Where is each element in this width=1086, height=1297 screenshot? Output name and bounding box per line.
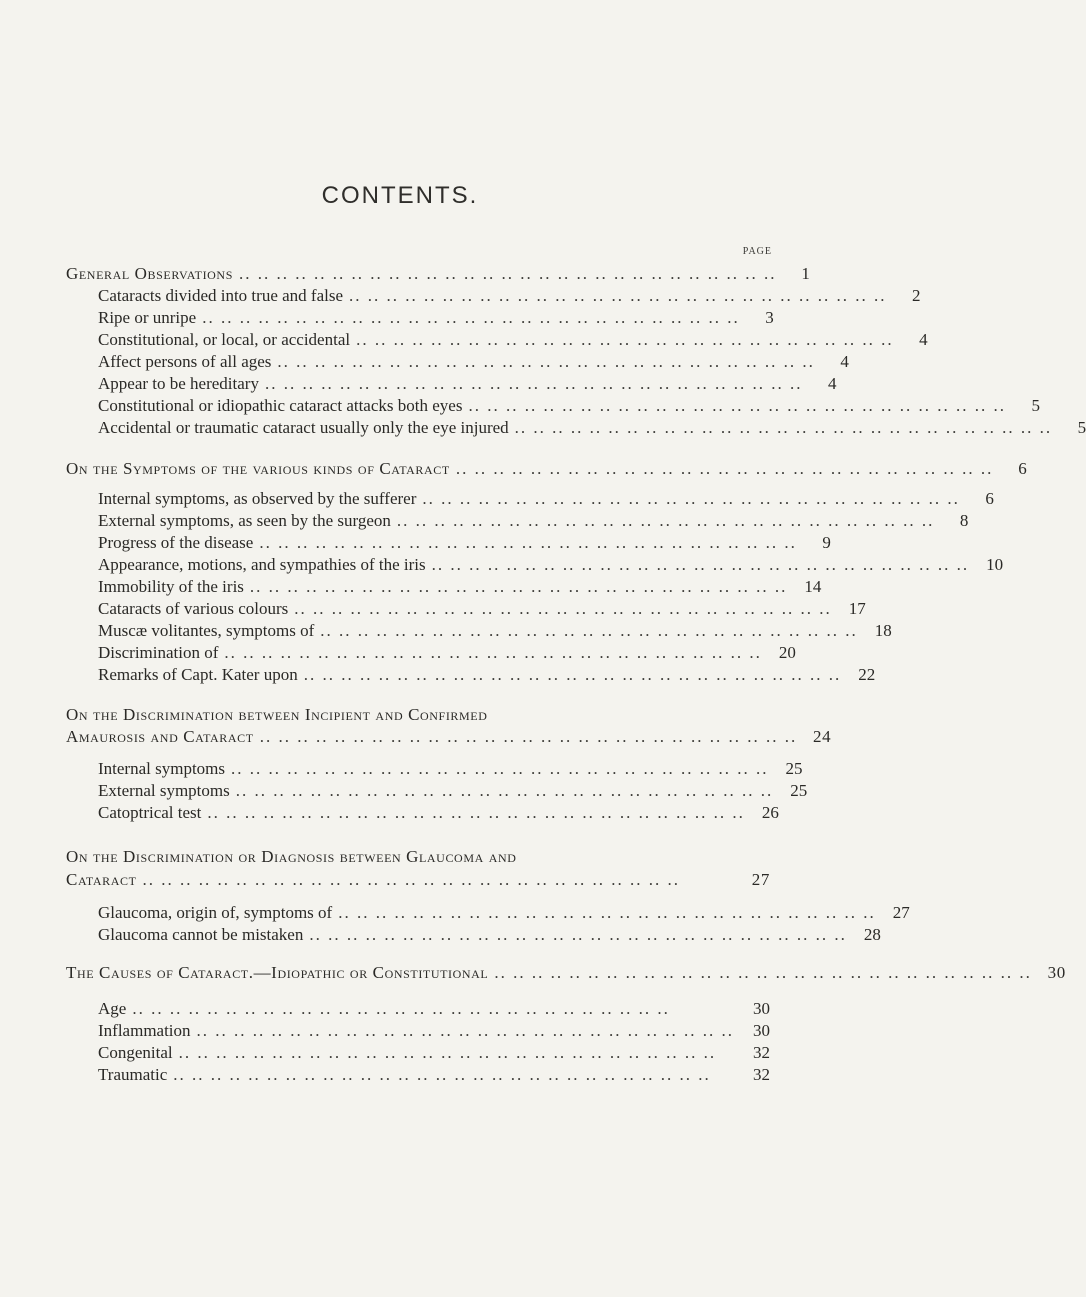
section-heading-text: On the Symptoms of the various kinds of Cataract xyxy=(66,459,450,478)
toc-entry xyxy=(98,998,770,1020)
entry-text: External symptoms, as seen by the surgeon xyxy=(98,511,391,530)
entry-text: Discrimination of xyxy=(98,643,219,662)
dot-leader: .. .. .. .. .. .. .. .. .. .. .. .. .. .. .. .. .. .. .. .. .. .. .. .. .. .. .. .. .. xyxy=(264,374,803,393)
toc-section-heading xyxy=(66,458,1028,480)
toc-entry xyxy=(98,373,837,395)
page-number: 10 xyxy=(986,555,1004,574)
page-number: 20 xyxy=(778,643,796,662)
page-number: 32 xyxy=(753,1065,770,1084)
entry-text: Catoptrical test xyxy=(98,803,202,822)
toc-entry xyxy=(98,802,779,824)
dot-leader: .. .. .. .. .. .. .. .. .. .. .. .. .. .. .. .. .. .. .. .. .. .. .. .. .. .. .. .. .. xyxy=(514,418,1053,437)
dot-leader: .. .. .. .. .. .. .. .. .. .. .. .. .. .. .. .. .. .. .. .. .. .. .. .. .. .. .. .. .. xyxy=(431,555,970,574)
toc-entry xyxy=(98,1042,770,1064)
dot-leader: .. .. .. .. .. .. .. .. .. .. .. .. .. .. .. .. .. .. .. .. .. .. .. .. .. .. .. .. .. xyxy=(238,264,777,283)
section-heading-line: On the Discrimination between Incipient and Confirmed xyxy=(66,705,488,724)
dot-leader: .. .. .. .. .. .. .. .. .. .. .. .. .. .. .. .. .. .. .. .. .. .. .. .. .. .. .. .. .. xyxy=(455,459,994,478)
page-number: 2 xyxy=(912,286,921,305)
toc-entry xyxy=(98,1064,770,1086)
entry-text: Immobility of the iris xyxy=(98,577,244,596)
page-number: 1 xyxy=(801,264,811,283)
page-number: 32 xyxy=(753,1043,770,1062)
page-number: 17 xyxy=(848,599,866,618)
entry-text: Accidental or traumatic cataract usually only the eye injured xyxy=(98,418,509,437)
entry-text: Progress of the disease xyxy=(98,533,254,552)
dot-leader: .. .. .. .. .. .. .. .. .. .. .. .. .. .. .. .. .. .. .. .. .. .. .. .. .. .. .. .. .. xyxy=(338,903,876,922)
page-number: 6 xyxy=(985,489,994,508)
page-number: 24 xyxy=(813,727,832,746)
dot-leader: .. .. .. .. .. .. .. .. .. .. .. .. .. .. .. .. .. .. .. .. .. .. .. .. .. .. .. .. .. xyxy=(468,396,1006,415)
dot-leader: .. .. .. .. .. .. .. .. .. .. .. .. .. .. .. .. .. .. .. .. .. .. .. .. .. .. .. .. .. xyxy=(231,759,769,778)
page-title: CONTENTS. xyxy=(321,182,479,209)
page-number: 8 xyxy=(959,511,969,530)
section-heading-text: General Observations xyxy=(66,264,233,283)
entry-text: Inflammation xyxy=(98,1021,191,1040)
page-number: 30 xyxy=(753,1021,770,1040)
entry-text: Remarks of Capt. Kater upon xyxy=(98,665,298,684)
page-number: 6 xyxy=(1018,459,1028,478)
entry-text: Traumatic xyxy=(98,1065,168,1084)
page-number: 25 xyxy=(790,781,808,800)
entry-text: External symptoms xyxy=(98,781,230,800)
entry-text: Constitutional, or local, or accidental xyxy=(98,330,351,349)
entry-text: Age xyxy=(98,999,127,1018)
entry-text: Appear to be hereditary xyxy=(98,374,259,393)
dot-leader: .. .. .. .. .. .. .. .. .. .. .. .. .. .. .. .. .. .. .. .. .. .. .. .. .. .. .. .. .. xyxy=(132,999,670,1018)
entry-text: Cataracts divided into true and false xyxy=(98,286,343,305)
dot-leader: .. .. .. .. .. .. .. .. .. .. .. .. .. .. .. .. .. .. .. .. .. .. .. .. .. .. .. .. .. xyxy=(277,352,815,371)
entry-text: Muscæ volitantes, symptoms of xyxy=(98,621,315,640)
dot-leader: .. .. .. .. .. .. .. .. .. .. .. .. .. .. .. .. .. .. .. .. .. .. .. .. .. .. .. .. .. xyxy=(196,1021,735,1040)
page-number: 26 xyxy=(761,803,779,822)
dot-leader: .. .. .. .. .. .. .. .. .. .. .. .. .. .. .. .. .. .. .. .. .. .. .. .. .. .. .. .. .. xyxy=(259,727,798,746)
page-number: 28 xyxy=(863,925,881,944)
page-number: 18 xyxy=(874,621,892,640)
toc-entry xyxy=(98,417,1086,439)
toc-entry xyxy=(98,758,803,780)
dot-leader: .. .. .. .. .. .. .. .. .. .. .. .. .. .. .. .. .. .. .. .. .. .. .. .. .. .. .. .. .. xyxy=(320,621,858,640)
toc-section-heading xyxy=(66,869,770,891)
toc-section-heading xyxy=(66,263,811,285)
entry-text: Cataracts of various colours xyxy=(98,599,289,618)
dot-leader: .. .. .. .. .. .. .. .. .. .. .. .. .. .. .. .. .. .. .. .. .. .. .. .. .. .. .. .. .. xyxy=(142,870,681,889)
section-heading-text: Cataract xyxy=(66,870,137,889)
toc-entry xyxy=(98,532,831,554)
dot-leader: .. .. .. .. .. .. .. .. .. .. .. .. .. .. .. .. .. .. .. .. .. .. .. .. .. .. .. .. .. xyxy=(249,577,788,596)
section-heading-text: The Causes of Cataract.—Idiopathic or Constitutional xyxy=(66,963,489,982)
toc-entry xyxy=(98,554,1004,576)
toc-entry xyxy=(98,642,796,664)
entry-text: Glaucoma, origin of, symptoms of xyxy=(98,903,333,922)
entry-text: Internal symptoms xyxy=(98,759,226,778)
toc-entry xyxy=(98,780,808,802)
toc-entry xyxy=(98,664,876,686)
toc-entry xyxy=(98,598,866,620)
page-number: 22 xyxy=(858,665,876,684)
dot-leader: .. .. .. .. .. .. .. .. .. .. .. .. .. .. .. .. .. .. .. .. .. .. .. .. .. .. .. .. .. xyxy=(224,643,762,662)
entry-text: Affect persons of all ages xyxy=(98,352,272,371)
page-number: 4 xyxy=(827,374,837,393)
dot-leader: .. .. .. .. .. .. .. .. .. .. .. .. .. .. .. .. .. .. .. .. .. .. .. .. .. .. .. .. .. xyxy=(356,330,894,349)
toc-section-heading xyxy=(66,726,832,748)
section-heading-line: On the Discrimination or Diagnosis between Glaucoma and xyxy=(66,847,517,866)
entry-text: Internal symptoms, as observed by the sufferer xyxy=(98,489,417,508)
page-number: 4 xyxy=(840,352,849,371)
page-column-label: PAGE xyxy=(742,246,772,257)
dot-leader: .. .. .. .. .. .. .. .. .. .. .. .. .. .. .. .. .. .. .. .. .. .. .. .. .. .. .. .. .. xyxy=(303,665,842,684)
dot-leader: .. .. .. .. .. .. .. .. .. .. .. .. .. .. .. .. .. .. .. .. .. .. .. .. .. .. .. .. .. xyxy=(309,925,847,944)
toc-entry xyxy=(98,329,928,351)
page-number: 5 xyxy=(1077,418,1086,437)
entry-text: Congenital xyxy=(98,1043,173,1062)
dot-leader: .. .. .. .. .. .. .. .. .. .. .. .. .. .. .. .. .. .. .. .. .. .. .. .. .. .. .. .. .. xyxy=(396,511,935,530)
dot-leader: .. .. .. .. .. .. .. .. .. .. .. .. .. .. .. .. .. .. .. .. .. .. .. .. .. .. .. .. .. xyxy=(349,286,887,305)
dot-leader: .. .. .. .. .. .. .. .. .. .. .. .. .. .. .. .. .. .. .. .. .. .. .. .. .. .. .. .. .. xyxy=(294,599,832,618)
dot-leader: .. .. .. .. .. .. .. .. .. .. .. .. .. .. .. .. .. .. .. .. .. .. .. .. .. .. .. .. .. xyxy=(235,781,774,800)
entry-text: Appearance, motions, and sympathies of the iris xyxy=(98,555,426,574)
toc-entry xyxy=(98,924,881,946)
page-number: 4 xyxy=(919,330,928,349)
page-number: 30 xyxy=(1047,963,1066,982)
dot-leader: .. .. .. .. .. .. .. .. .. .. .. .. .. .. .. .. .. .. .. .. .. .. .. .. .. .. .. .. .. xyxy=(422,489,960,508)
toc-entry xyxy=(98,1020,770,1042)
toc-entry xyxy=(98,620,892,642)
page-number: 14 xyxy=(804,577,822,596)
toc-entry xyxy=(98,576,822,598)
dot-leader: .. .. .. .. .. .. .. .. .. .. .. .. .. .. .. .. .. .. .. .. .. .. .. .. .. .. .. .. .. xyxy=(494,963,1032,982)
entry-text: Ripe or unripe xyxy=(98,308,197,327)
toc-section-heading xyxy=(66,962,1066,984)
page-number: 3 xyxy=(765,308,774,327)
page-number: 9 xyxy=(822,533,831,552)
toc-entry xyxy=(98,285,921,307)
toc-entry xyxy=(98,395,1040,417)
toc-entry xyxy=(98,902,910,924)
toc-entry xyxy=(98,510,969,532)
toc-entry xyxy=(98,488,994,510)
page-number: 30 xyxy=(753,999,770,1018)
page-number: 27 xyxy=(892,903,910,922)
dot-leader: .. .. .. .. .. .. .. .. .. .. .. .. .. .. .. .. .. .. .. .. .. .. .. .. .. .. .. .. .. xyxy=(207,803,745,822)
dot-leader: .. .. .. .. .. .. .. .. .. .. .. .. .. .. .. .. .. .. .. .. .. .. .. .. .. .. .. .. .. xyxy=(178,1043,717,1062)
dot-leader: .. .. .. .. .. .. .. .. .. .. .. .. .. .. .. .. .. .. .. .. .. .. .. .. .. .. .. .. .. xyxy=(173,1065,711,1084)
page-number: 5 xyxy=(1031,396,1040,415)
toc-entry xyxy=(98,307,774,329)
entry-text: Glaucoma cannot be mistaken xyxy=(98,925,304,944)
dot-leader: .. .. .. .. .. .. .. .. .. .. .. .. .. .. .. .. .. .. .. .. .. .. .. .. .. .. .. .. .. xyxy=(202,308,740,327)
dot-leader: .. .. .. .. .. .. .. .. .. .. .. .. .. .. .. .. .. .. .. .. .. .. .. .. .. .. .. .. .. xyxy=(259,533,797,552)
toc-entry xyxy=(98,351,849,373)
page-number: 25 xyxy=(785,759,803,778)
entry-text: Constitutional or idiopathic cataract attacks both eyes xyxy=(98,396,463,415)
page-number: 27 xyxy=(751,870,770,889)
section-heading-text: Amaurosis and Cataract xyxy=(66,727,254,746)
